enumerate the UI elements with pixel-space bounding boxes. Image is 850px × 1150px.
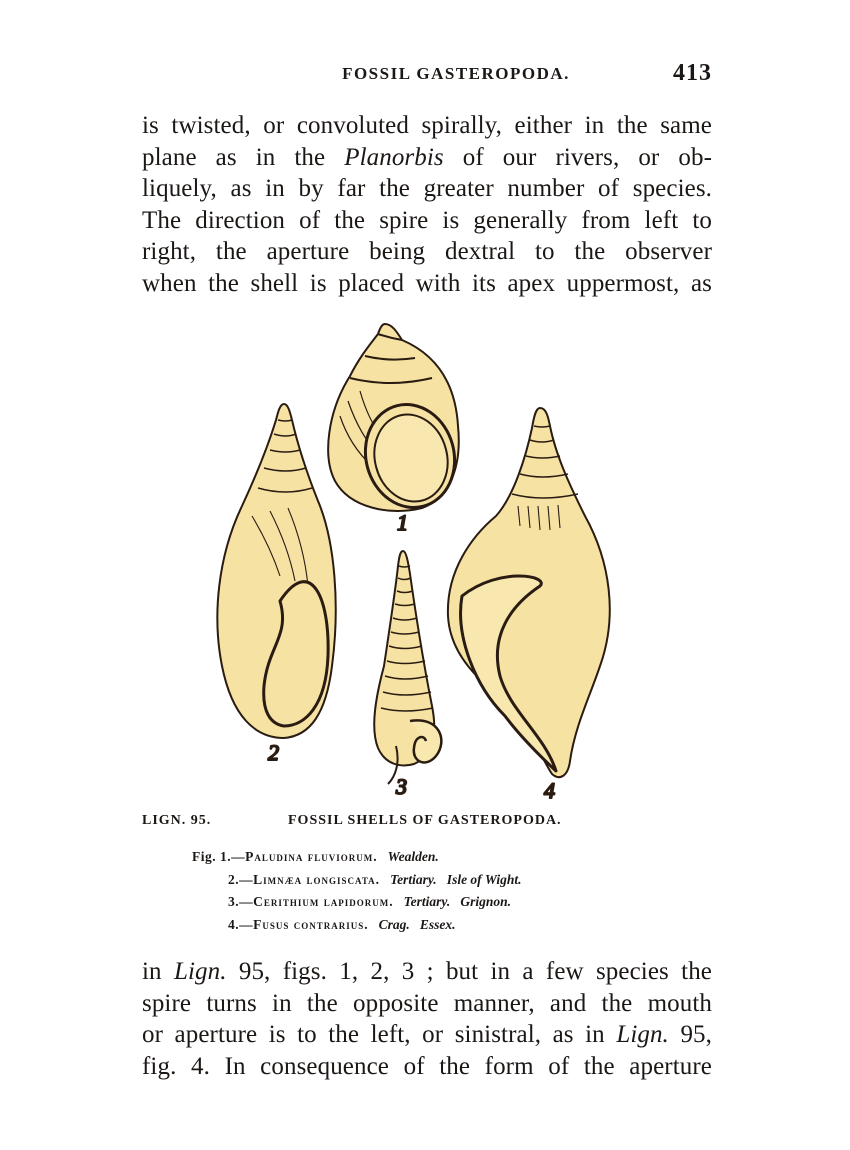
legend-row <box>192 846 521 869</box>
shell-4-fusus <box>448 408 610 803</box>
page-number: 413 <box>673 60 712 86</box>
italic-term: Planorbis <box>344 143 444 171</box>
running-head: FOSSIL GASTEROPODA. <box>342 64 570 83</box>
legend-species: Paludina fluviorum. <box>245 849 378 864</box>
shell-figure <box>200 316 640 816</box>
legend-number: Fig. 1.— <box>192 849 246 864</box>
page-header <box>140 60 712 90</box>
italic-term: Lign. <box>616 1021 669 1048</box>
paragraph-top <box>142 110 712 299</box>
text-line: fig. 4. In consequence of the form of the aperture <box>142 1052 712 1080</box>
caption-title: FOSSIL SHELLS OF GASTEROPODA. <box>288 813 562 828</box>
legend-species: Cerithium lapidorum. <box>253 894 394 909</box>
text-line: or aperture is to the left, or sinistral, as in Lign. 95, <box>142 1021 712 1048</box>
text-line: in Lign. 95, figs. 1, 2, 3 ; but in a few species the <box>142 958 712 985</box>
figure-label-1: 1 <box>397 510 408 535</box>
text-line: is twisted, or convoluted spirally, either in the same <box>142 112 712 139</box>
legend-row <box>192 869 521 892</box>
text-line: plane as in the Planorbis of our rivers, or ob- <box>142 143 712 171</box>
legend-number: 3.— <box>228 894 254 909</box>
shell-3-cerithium <box>374 551 441 799</box>
figure-label-4: 4 <box>544 778 555 803</box>
legend-species: Fusus contrarius. <box>253 916 369 932</box>
text-line: when the shell is placed with its apex uppermost, as <box>142 269 712 297</box>
legend-locality: Tertiary. Isle of Wight. <box>390 871 522 887</box>
figure-legend <box>192 846 521 936</box>
legend-row <box>192 891 521 914</box>
legend-locality: Crag. Essex. <box>378 916 456 932</box>
legend-number: 2.— <box>228 871 254 887</box>
text-line: spire turns in the opposite manner, and the mouth <box>142 989 712 1017</box>
text-line: liquely, as in by far the greater number of species. <box>142 175 712 202</box>
shell-2-limnaea <box>217 404 335 765</box>
legend-number: 4.— <box>228 916 254 932</box>
shell-1-paludina <box>328 324 466 535</box>
paragraph-bottom <box>142 956 712 1082</box>
legend-locality: Tertiary. Grignon. <box>403 894 512 909</box>
figure-label-2: 2 <box>268 740 279 765</box>
legend-locality: Wealden. <box>387 849 439 864</box>
shell-illustration <box>200 316 640 816</box>
legend-row <box>192 914 521 937</box>
legend-species: Limnæa longiscata. <box>253 871 381 887</box>
caption-label: LIGN. 95. <box>142 813 212 828</box>
text-line: The direction of the spire is generally from left to <box>142 206 712 234</box>
italic-term: Lign. <box>173 958 227 985</box>
text-line: right, the aperture being dextral to the observer <box>142 238 712 265</box>
figure-label-3: 3 <box>396 774 407 799</box>
